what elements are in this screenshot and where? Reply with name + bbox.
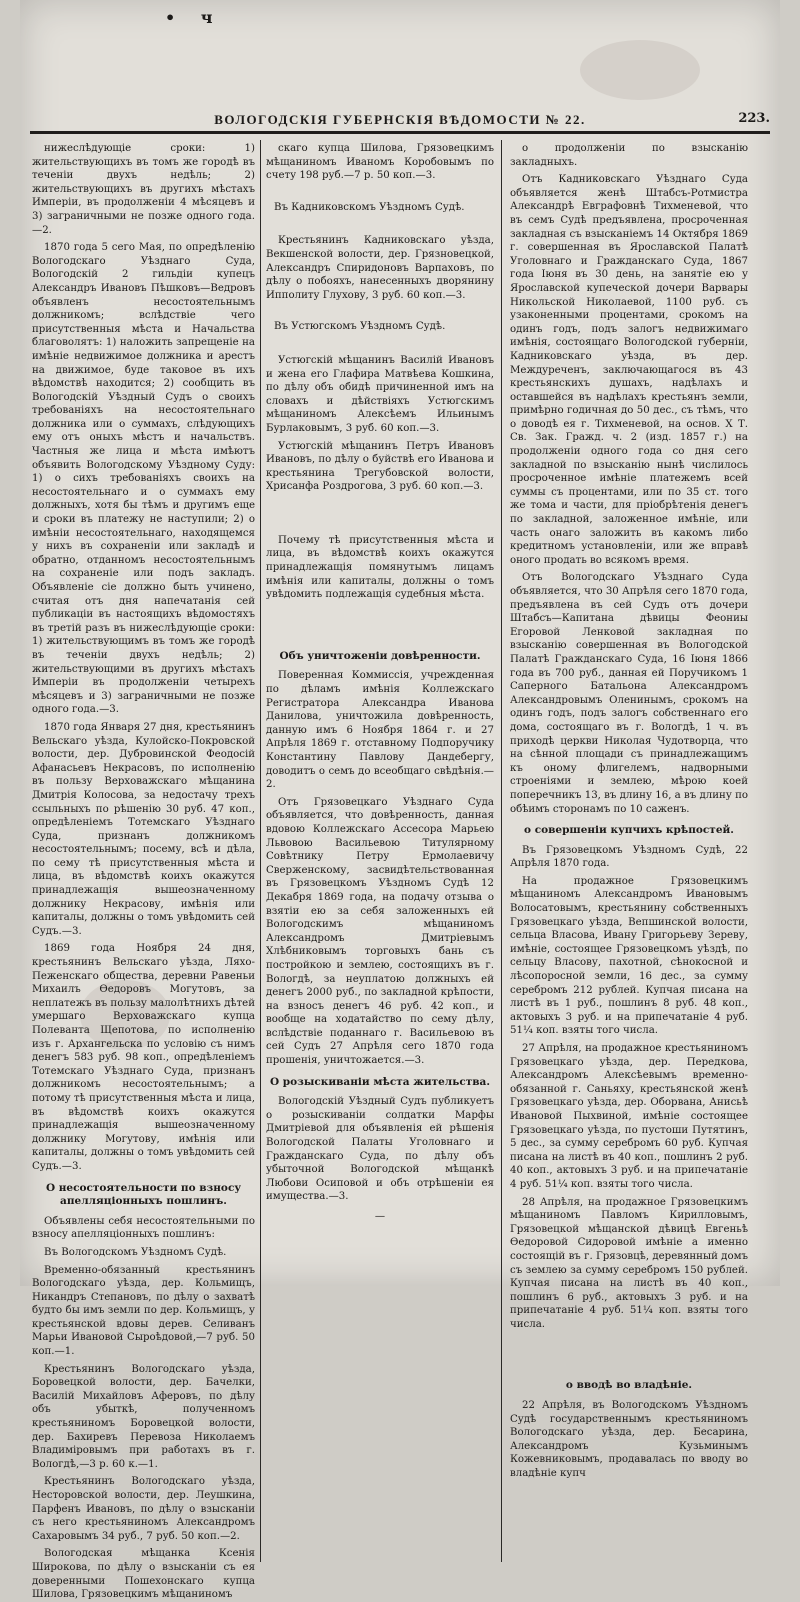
court-heading: Въ Устюгскомъ Уѣздномъ Судѣ.: [274, 321, 446, 333]
paragraph: Отъ Кадниковскаго Уѣзднаго Суда объявляется женѣ Штабсъ-Ротмистра Александрѣ Евграфовнѣ Тихменевой, что въ семъ Судѣ предъявлена, просроченная закладная съ взысканіемъ 14 Октября 1869 г. совершенная въ Ярославской Палатѣ Уголовнаго и Гражданскаго Суда, 1867 года Іюня въ 30 день, на занятіе ею у Ярославской купеческой дочери Варвары Никольской Николаевой, 1100 руб. съ узаконенными процентами, срокомъ на одинъ годъ, подъ залогъ недвижимаго имѣнія, состоящаго Вологодской губерніи, Кадниковскаго уѣзда, въ дер. Междуреченъ, заключающагося въ 43 крестьянскихъ душахъ, надѣлахъ и оставшейся въ надѣлахъ крестьянъ земли, примѣрно годичная до 50 дес., съ тѣмъ, что о доводѣ ея г. Тихменевой, на основ. Х Т. Св. Зак. Гражд. ч. 2 (изд. 1857 г.) на продолженіи одного года со дня сего закладной по взысканію нынѣ числилось просроченное имѣніе платежемъ всей суммы съ процентами, или по 35 ст. того же тома и части, для пріобрѣтенія денегъ по закладной, заложенное имѣніе, или часть онаго заложить въ какомъ либо кредитномъ установленіи, или же вправѣ оного продать во всякомъ время.: [510, 174, 748, 566]
page-header: [30, 98, 770, 128]
section-heading: о совершеніи купчихъ крѣпостей.: [524, 824, 734, 837]
paper-stain: [580, 40, 700, 100]
section-heading: о вводѣ во владѣніе.: [565, 1379, 693, 1392]
section-heading: О несостоятельности по взносу апелляціонныхъ пошлинъ.: [45, 1181, 242, 1208]
paragraph: Крестьянинъ Кадниковскаго уѣзда, Векшенской волости, дер. Грязновецкой, Александръ Спиридоновъ Варпаховъ, по дѣлу о побояхъ, нанесенныхъ дворянину Ипполиту Глухову, 3 руб. 60 коп.—3.: [266, 235, 494, 301]
paragraph: Крестьянинъ Вологодскаго уѣзда, Боровецкой волости, дер. Бачелки, Василій Михайловъ Аферовъ, по дѣлу объ убыткѣ, полученномъ крестьяниномъ Боровецкой волости, дер. Бахиревъ Перевоза Николаемъ Владиміровымъ при работахъ въ г. Вологдѣ,—3 р. 60 к.—1.: [32, 1363, 255, 1470]
newspaper-title: ВОЛОГОДСКІЯ ГУБЕРНСКІЯ ВѢДОМОСТИ № 22.: [214, 112, 586, 127]
paragraph: скаго купца Шилова, Грязовецкимъ мѣщаниномъ Иваномъ Коробовымъ по счету 198 руб.—7 р. 50 коп.—3.: [266, 143, 494, 182]
paragraph: Вологодская мѣщанка Ксенія Широкова, по дѣлу о взысканіи съ ея доверенными Пошехонскаго купца Шилова, Грязовецкимъ мѣщаниномъ: [32, 1548, 255, 1601]
paragraph: Временно-обязанный крестьянинъ Вологодскаго уѣзда, дер. Кольмищъ, Никандръ Степановъ, по дѣлу о захватѣ будто бы имъ земли по дер. Кольмищъ, у крестьянской вдовы дерев. Селиванъ Марьи Ивановой Сыроѣдовой,—7 руб. 50 коп.—1.: [32, 1264, 255, 1358]
column-right: [510, 142, 748, 1562]
paragraph: Крестьянинъ Вологодскаго уѣзда, Несторовской волости, дер. Леушкина, Парфенъ Ивановъ, по дѣлу о взысканіи съ него крестьяниномъ Александромъ Сахаровымъ 34 руб., 7 руб. 50 коп.—2.: [32, 1476, 255, 1542]
paragraph: о продолженіи по взысканію закладныхъ.: [510, 143, 748, 168]
section-heading: О розыскиваніи мѣста жительства.: [270, 1075, 490, 1088]
paragraph: нижеслѣдующіе сроки: 1) жительствующихъ въ томъ же городѣ въ теченіи двухъ недѣль; 2) жительствующихъ въ другихъ мѣстахъ Имперіи, въ продолженіи 4 мѣсяцевъ и 3) заграничными не позже одного года.—2.: [32, 143, 255, 236]
paragraph: Въ Грязовецкомъ Уѣздномъ Судѣ, 22 Апрѣля 1870 года.: [510, 844, 748, 870]
paragraph: 1870 года 5 сего Мая, по опредѣленію Вологодскаго Уѣзднаго Суда, Вологодскій 2 гильдіи купецъ Александръ Ивановъ Пѣшковъ—Ведровъ объявленъ несостоятельнымъ должникомъ; вслѣдствіе чего присутственныя мѣста и Начальства благоволятъ: 1) наложить запрещеніе на имѣніе недвижимое должника и арестъ на движимое, буде таковое въ ихъ вѣдомствѣ находится; 2) сообщить въ Вологодскій Уѣздный Судъ о своихъ требованіяхъ на несостоятельнаго должника или о суммахъ, слѣдующихъ ему отъ оныхъ мѣстъ и начальствъ. Частныя же лица и мѣста имѣютъ объявить Вологодскому Уѣздному Суду: 1) о сихъ требованіяхъ своихъ на несостоятельнаго и о суммахъ ему должныхъ, хотя бы тѣмъ и другимъ еще и сроки въ платежу не наступили; 2) о имѣніи несостоятельнаго, находящемся у нихъ въ сохраненіи или закладѣ и обратно, отданномъ несостоятельнымъ на сохраненіе или подъ закладъ. Объявленіе сіе должно быть учинено, считая отъ дня напечатанія сей публикаціи въ настоящихъ вѣдомостяхъ въ третій разъ въ нижеслѣдующіе сроки: 1) жительствующимъ въ томъ же городѣ въ теченіи двухъ недѣль; 2) жительствующими въ другихъ мѣстахъ Имперіи въ продолженіи четырехъ мѣсяцевъ и 3) заграничными не позже одного года.—3.: [32, 242, 255, 716]
spacer: [510, 1335, 748, 1371]
column-middle: [266, 142, 494, 1562]
paragraph: 1869 года Ноября 24 дня, крестьянинъ Вельскаго уѣзда, Ляхо-Пеженскаго общества, деревни Равеньи Михаилъ Ѳедоровъ Могутовъ, за неплатежъ въ пользу малолѣтнихъ дѣтей умершаго Верховажскаго купца Полеванта Щепотова, по исполненію изъ г. Архангельска по условію съ нимъ денегъ 583 руб. 98 коп., опредѣленіемъ Тотемскаго Уѣзднаго Суда, признанъ должникомъ несостоятельнымъ; а потому тѣ присутственныя мѣста и лица, въ вѣдомствѣ коихъ окажутся принадлежащія вышеозначенному должнику Могутову, имѣнія или капиталы, должны о томъ увѣдомить сей Судъ.—3.: [32, 943, 255, 1172]
paragraph: Объявлены себя несостоятельными по взносу апелляціонныхъ пошлинъ:: [32, 1215, 255, 1241]
paragraph: Почему тѣ присутственныя мѣста и лица, въ вѣдомствѣ коихъ окажутся принадлежащія помянутымъ лицамъ имѣнія или капиталы, должны о томъ увѣдомить подлежащія судебныя мѣста.: [266, 534, 494, 601]
paragraph: 28 Апрѣля, на продажное Грязовецкимъ мѣщаниномъ Павломъ Кирилловымъ, Грязовецкой мѣщанской дѣвицѣ Евгеньѣ Ѳедоровой Сидоровой имѣніе а именно состоящій въ г. Грязовцѣ, деревянный домъ съ землею за сумму серебромъ 150 рублей. Купчая писана на листѣ въ 40 коп., пошлинъ 6 руб., актовыхъ 3 руб. и на припечатаніе 4 руб. 51¼ коп. взяты того числа.: [510, 1196, 748, 1330]
paragraph: Устюгскій мѣщанинъ Василій Ивановъ и жена его Глафира Матвѣева Кошкина, по дѣлу объ обидѣ причиненной имъ на словахъ и дѣйствіяхъ Устюгскимъ мѣщаниномъ Алексѣемъ Ильинымъ Бурлаковымъ, 3 руб. 60 коп.—3.: [266, 354, 494, 434]
paragraph: Поверенная Коммиссія, учрежденная по дѣламъ имѣнія Коллежскаго Регистратора Александра Иванова Данилова, уничтожила довѣренность, данную имъ 6 Ноября 1864 г. и 27 Апрѣля 1869 г. отставному Подпоручику Константину Павлову Дандебергу, доводитъ о семъ до всеобщаго свѣдѣнія.—2.: [266, 670, 494, 791]
separator: —: [374, 1211, 386, 1222]
page-number: 223.: [738, 111, 770, 126]
header-rule: [30, 131, 770, 134]
top-marks: • ч: [165, 8, 223, 27]
column-left: [32, 142, 255, 1601]
column-divider: [260, 140, 261, 1562]
paragraph: Устюгскій мѣщанинъ Петръ Ивановъ Ивановъ, по дѣлу о буйствѣ его Иванова и крестьянина Трегубовской волости, Хрисанфа Роздрогова, 3 руб. 60 коп.—3.: [266, 440, 494, 493]
spacer: [266, 498, 494, 534]
paragraph: Вологодскій Уѣздный Судъ публикуетъ о розыскиваніи солдатки Марфы Дмитріевой для объявленія ей рѣшенія Вологодской Палаты Уголовнаго и Гражданскаго Суда, по дѣлу объ убыточной Вологодской мѣщанкѣ Любови Осиповой и объ отрѣшеніи ея имущества.—3.: [266, 1096, 494, 1203]
column-divider: [501, 140, 502, 1562]
spacer: [266, 606, 494, 642]
paragraph: 27 Апрѣля, на продажное крестьяниномъ Грязовецкаго уѣзда, дер. Передкова, Александромъ Алексѣевымъ временно-обязанной г. Саньяху, крестьянской женѣ Грязовецкаго уѣзда, дер. Оборвана, Анисьѣ Ивановой Пыхвиной, имѣніе состоящее Грязовецкаго уѣзда, по пустоши Путятинъ, 5 дес., за сумму серебромъ 60 руб. Купчая писана на листѣ въ 40 коп., пошлинъ 2 руб. 40 коп., актовыхъ 3 руб. и на припечатаніе 4 руб. 51¼ коп. взяты того числа.: [510, 1043, 748, 1190]
paragraph: 22 Апрѣля, въ Вологодскомъ Уѣздномъ Судѣ государственнымъ крестьяниномъ Вологодскаго уѣзда, дер. Бесарина, Александромъ Кузьминымъ Кожевниковымъ, продавалась по вводу во владѣніе купч: [510, 1400, 748, 1480]
paragraph: Отъ Вологодскаго Уѣзднаго Суда объявляется, что 30 Апрѣля сего 1870 года, предъявлена въ сей Судъ отъ дочери Штабсъ—Капитана дѣвицы Феониы Егоровой Ленковой закладная по взысканію совершенная въ Вологодской Палатѣ Гражданскаго Суда, 16 Іюня 1866 года въ 700 руб., данная ей Поручикомъ 1 Саперного Батальона Александромъ Александровымъ Оленинымъ, срокомъ на одинъ годъ, подъ залогъ собственнаго его дома, состоящаго въ г. Вологдѣ, 1 ч. въ приходѣ церкви Николая Чудотворца, что на сѣнной площади съ принадлежащимъ къ оному флигелемъ, надворными строеніями и землею, мѣрою коей поперечникъ 13, въ длину 16, а въ длину по обѣимъ сторонамъ по 10 саженъ.: [510, 572, 748, 815]
paragraph: 1870 года Января 27 дня, крестьянинъ Вельскаго уѣзда, Кулойско-Покровской волости, дер. Дубровинской Феодосій Афанасьевъ Некрасовъ, по исполненію въ пользу Верховажскаго мѣщанина Дмитрія Колосова, за недостачу трехъ ссыльныхъ по рѣшенію 30 руб. 47 коп., опредѣленіемъ Тотемскаго Уѣзднаго Суда, признанъ должникомъ несостоятельнымъ; посему, всѣ и дѣла, по сему тѣ присутственныя мѣста и лица, въ вѣдомствѣ коихъ окажутся принадлежащія вышеозначенному должнику Некрасову, имѣнія или капиталы, должны о томъ увѣдомить сей Судъ.—3.: [32, 721, 255, 937]
paragraph: Отъ Грязовецкаго Уѣзднаго Суда объявляется, что довѣренность, данная вдовою Коллежскаго Ассесора Марьею Львовою Васильевою Титулярному Совѣтнику Петру Ермолаевичу Сверженскому, засвидѣтельствованная въ Грязовецкомъ Уѣздномъ Судѣ 12 Декабря 1869 года, на подачу отзыва о взятіи ею за себя заложенныхъ ей Вологодскимъ мѣщаниномъ Александромъ Дмитріевымъ Хлѣбниковымъ торговыхъ бань съ постройкою и землею, состоящихъ въ г. Вологдѣ, за неуплатою должныхъ ей денегъ 2000 руб., по закладной крѣпости, на взносъ денегъ 46 руб. 42 коп., и вообще на ходатайство по сему дѣлу, вслѣдствіе поданнаго г. Васильевою въ сей Судъ 27 Апрѣля сего 1870 года прошенія, уничтожается.—3.: [266, 796, 494, 1067]
paragraph: Въ Вологодскомъ Уѣздномъ Судѣ.: [44, 1246, 227, 1258]
court-heading: Въ Кадниковскомъ Уѣздномъ Судѣ.: [274, 201, 465, 213]
section-heading: Объ уничтоженіи довѣренности.: [279, 649, 481, 662]
paragraph: На продажное Грязовецкимъ мѣщаниномъ Александромъ Ивановымъ Волосатовымъ, крестьянину собственныхъ Грязовецкаго уѣзда, Вепшинской волости, сельца Власова, Ивану Григорьеву Зереву, имѣніе, состоящее Грязовецкомъ уѣздѣ, по сельцу Власову, пахотной, сѣнокосной и лѣсопоросной земли, 16 дес., за сумму серебромъ 212 рублей. Купчая писана на листѣ въ 1 руб., пошлинъ 8 руб. 48 коп., актовыхъ 3 руб. и на припечатаніе 4 руб. 51¼ коп. взяты того числа.: [510, 875, 748, 1037]
